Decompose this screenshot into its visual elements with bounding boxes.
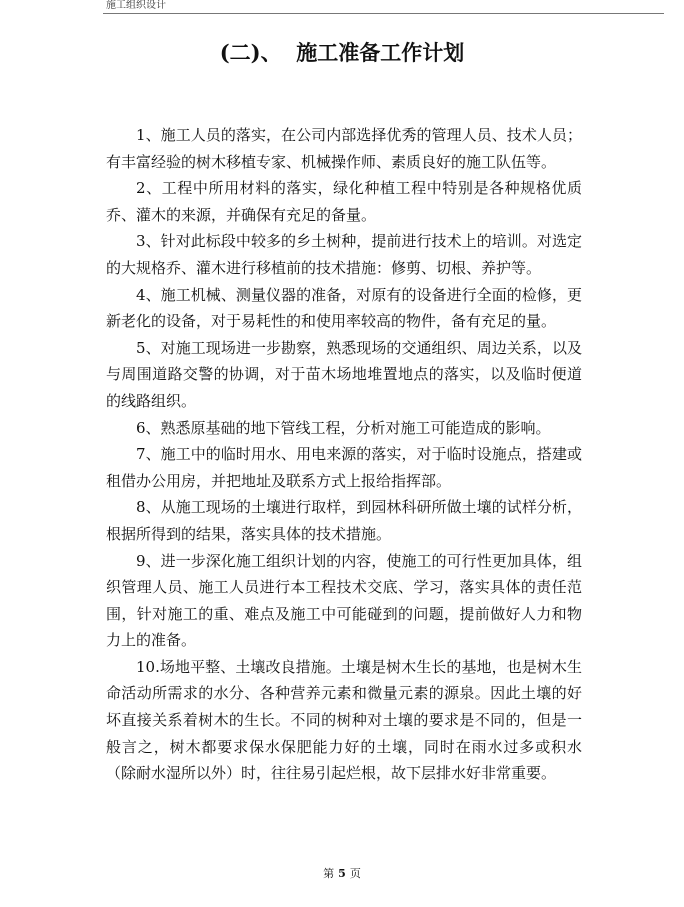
page-prefix: 第 xyxy=(323,867,335,880)
page-footer xyxy=(0,867,684,881)
paragraph-10: 10.场地平整、土壤改良措施。土壤是树木生长的基地，也是树木生命活动所需求的水分、各种营养元素和微量元素的源泉。因此土壤的好坏直接关系着树木的生长。不同的树种对土壤的要求是不同的，但是一般言之，树木都要求保水保肥能力好的土壤，同时在雨水过多或积水（除耐水湿所以外）时，往往易引起烂根，故下层排水好非常重要。 xyxy=(106,657,582,783)
paragraph-7: 7、施工中的临时用水、用电来源的落实，对于临时设施点，搭建或租借办公用房，并把地址及联系方式上报给指挥部。 xyxy=(106,445,582,490)
paragraph-9: 9、进一步深化施工组织计划的内容，使施工的可行性更加具体，组织管理人员、施工人员进行本工程技术交底、学习，落实具体的责任范围，针对施工的重、难点及施工中可能碰到的问题，提前做好人力和物力上的准备。 xyxy=(106,551,582,650)
page-suffix: 页 xyxy=(349,867,361,880)
paragraph-3: 3、针对此标段中较多的乡土树种，提前进行技术上的培训。对选定的大规格乔、灌木进行移植前的技术措施：修剪、切根、养护等。 xyxy=(106,232,582,277)
document-body xyxy=(106,122,582,787)
section-title: (二)、 施工准备工作计划 xyxy=(219,40,465,65)
paragraph-2: 2、工程中所用材料的落实，绿化种植工程中特别是各种规格优质乔、灌木的来源，并确保有充足的备量。 xyxy=(106,179,582,224)
header-rule xyxy=(103,13,664,14)
paragraph-1: 1、施工人员的落实，在公司内部选择优秀的管理人员、技术人员；有丰富经验的树木移植专家、机械操作师、素质良好的施工队伍等。 xyxy=(106,126,582,171)
paragraph-5: 5、对施工现场进一步勘察，熟悉现场的交通组织、周边关系，以及与周围道路交警的协调，对于苗木场地堆置地点的落实，以及临时便道的线路组织。 xyxy=(106,338,582,410)
paragraph-8: 8、从施工现场的土壤进行取样，到园林科研所做土壤的试样分析，根据所得到的结果，落实具体的技术措施。 xyxy=(106,498,582,543)
paragraph-6: 6、熟悉原基础的地下管线工程，分析对施工可能造成的影响。 xyxy=(136,418,551,437)
paragraph-4: 4、施工机械、测量仪器的准备，对原有的设备进行全面的检修，更新老化的设备，对于易耗性的和使用率较高的物件，备有充足的量。 xyxy=(106,285,582,331)
running-header: 施工组织设计 xyxy=(106,0,166,11)
page-number: 5 xyxy=(338,867,346,880)
